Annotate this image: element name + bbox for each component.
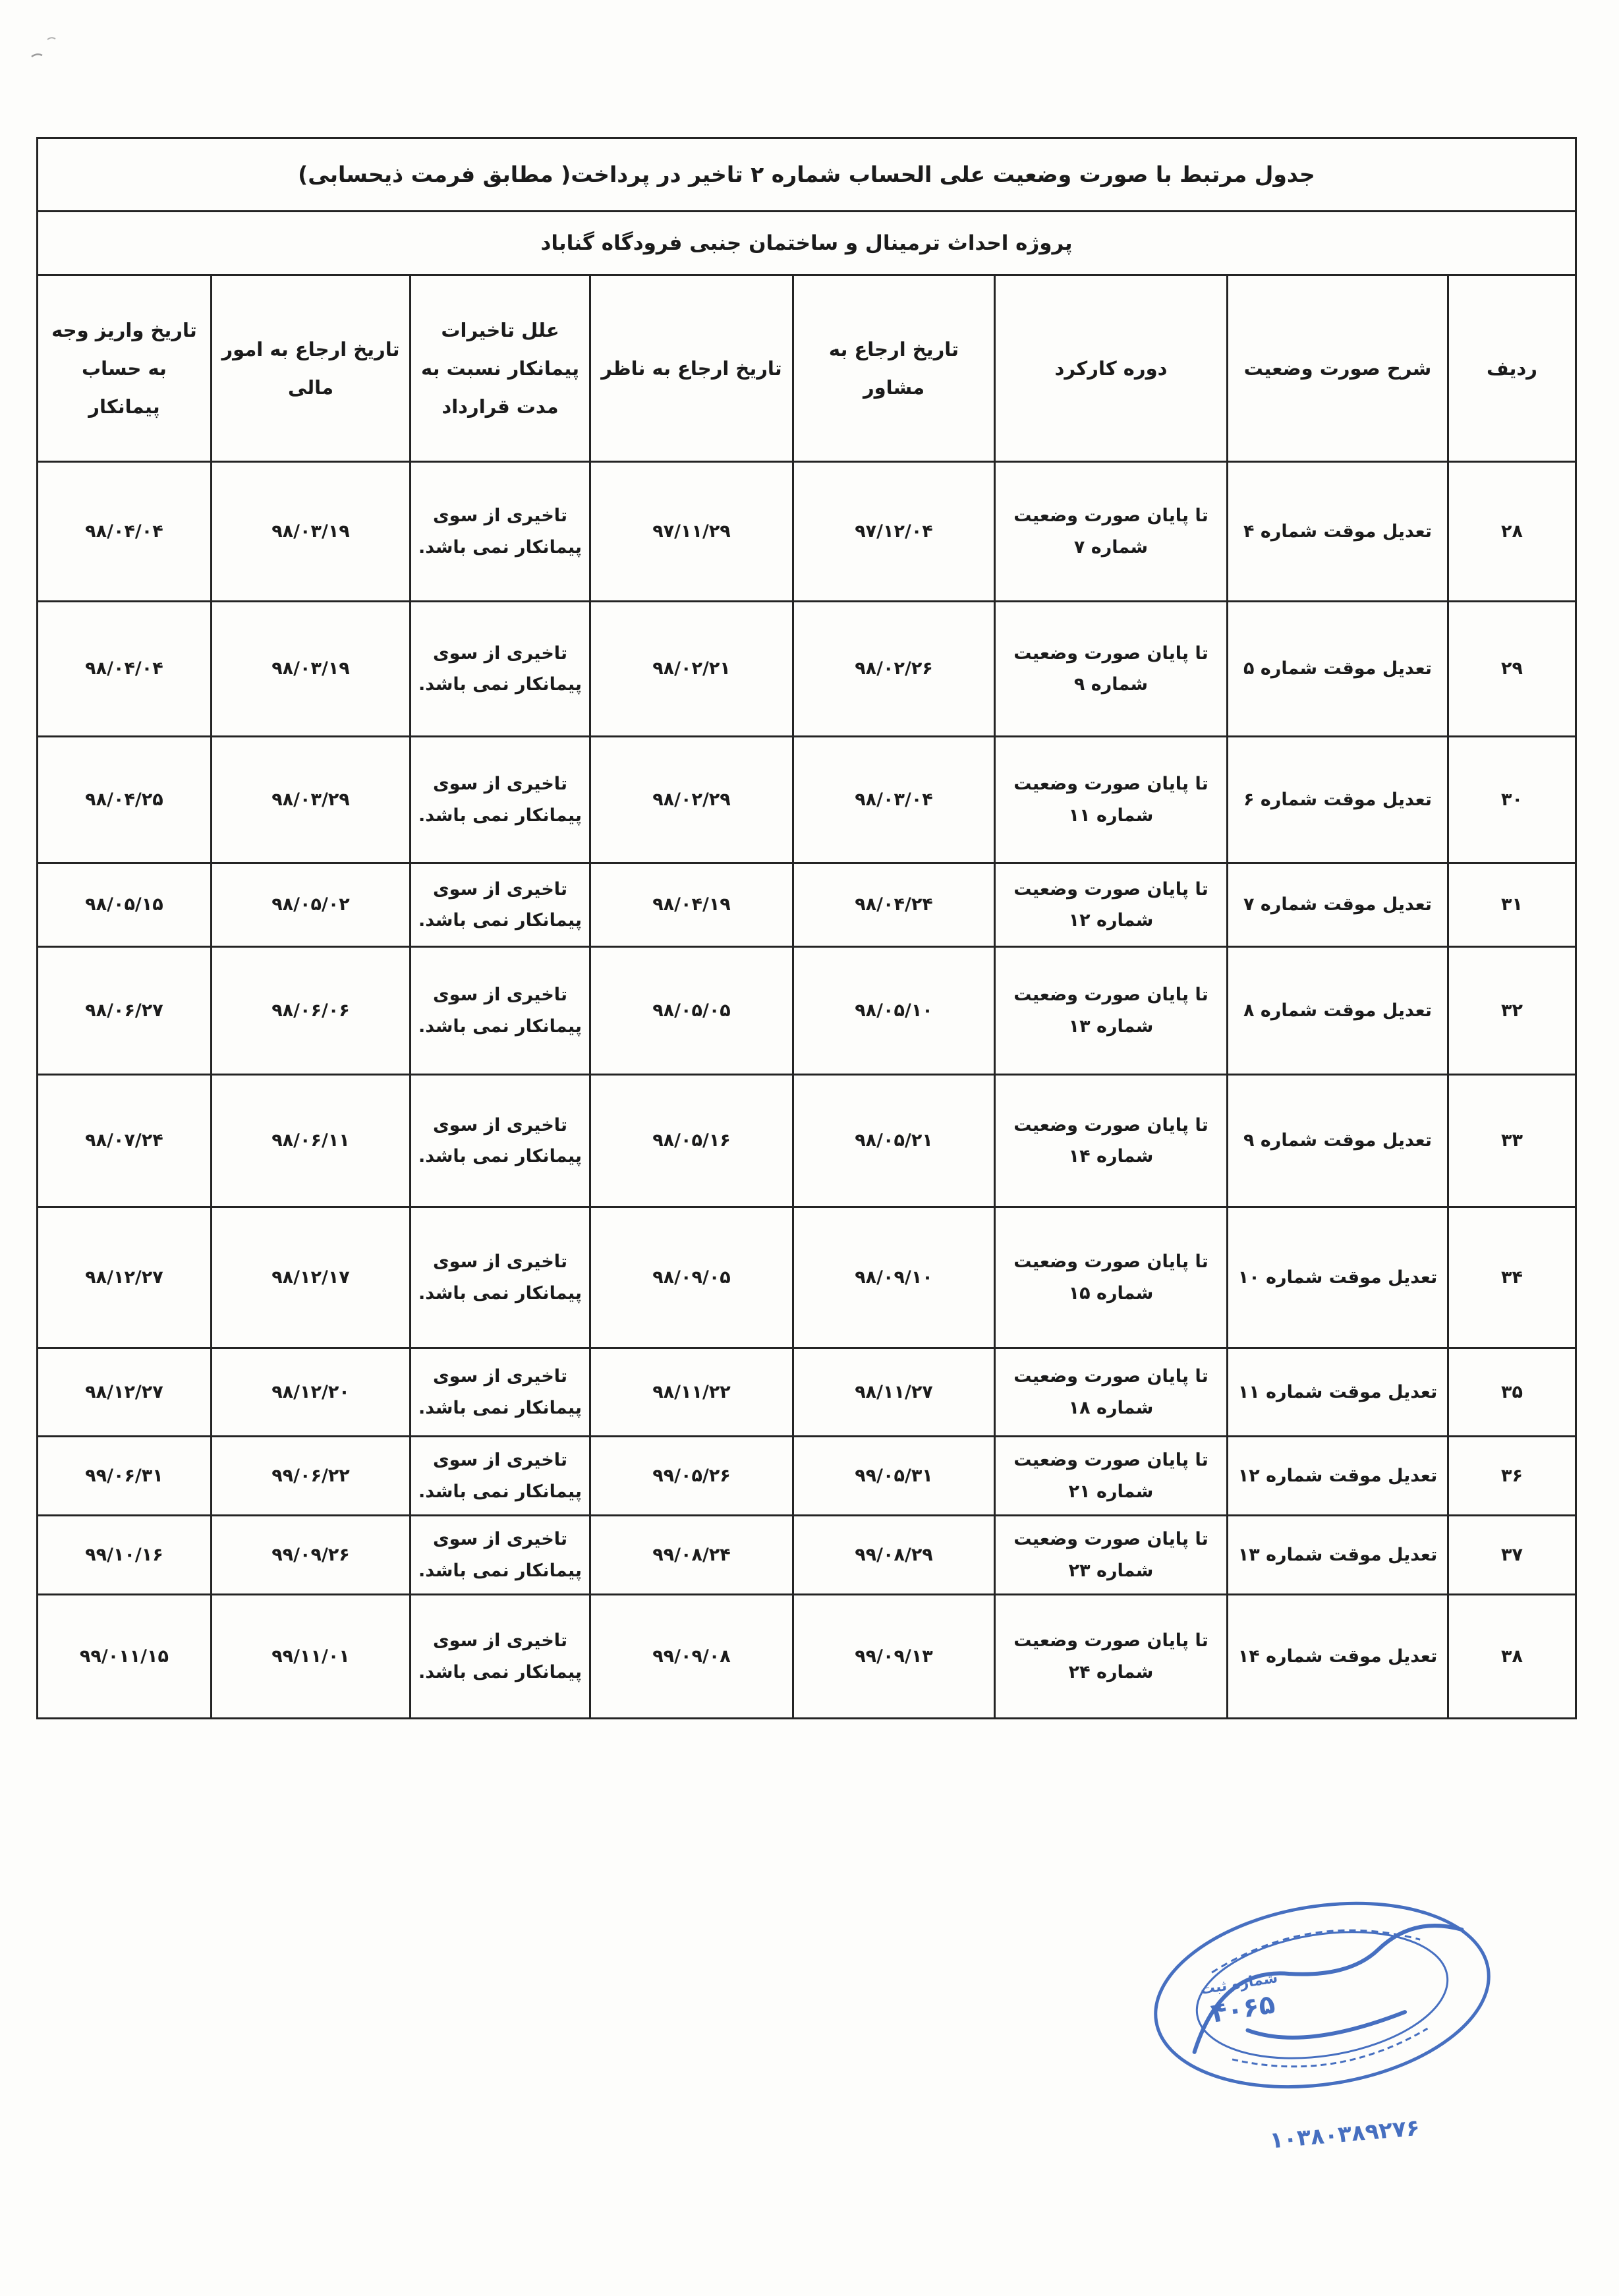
header-dore: دوره کارکرد bbox=[995, 275, 1228, 462]
cell-sharh: تعدیل موقت شماره ۷ bbox=[1228, 863, 1448, 947]
cell-elal: تاخیری از سوی پیمانکار نمی باشد. bbox=[411, 1595, 590, 1719]
cell-elal: تاخیری از سوی پیمانکار نمی باشد. bbox=[411, 1207, 590, 1348]
cell-dore: تا پایان صورت وضعیت شماره ۱۸ bbox=[995, 1348, 1228, 1437]
cell-radif: ۳۱ bbox=[1448, 863, 1576, 947]
cell-dore: تا پایان صورت وضعیت شماره ۱۵ bbox=[995, 1207, 1228, 1348]
table-row bbox=[37, 1207, 1576, 1348]
table-row bbox=[37, 1075, 1576, 1207]
cell-dore: تا پایان صورت وضعیت شماره ۲۱ bbox=[995, 1437, 1228, 1516]
cell-sharh: تعدیل موقت شماره ۱۰ bbox=[1228, 1207, 1448, 1348]
cell-radif: ۲۸ bbox=[1448, 462, 1576, 602]
payment-delay-table bbox=[36, 137, 1577, 1719]
cell-variz: ۹۹/۰۶/۳۱ bbox=[37, 1437, 211, 1516]
cell-elal: تاخیری از سوی پیمانکار نمی باشد. bbox=[411, 462, 590, 602]
cell-moshaver: ۹۸/۰۵/۲۱ bbox=[793, 1075, 995, 1207]
cell-radif: ۳۴ bbox=[1448, 1207, 1576, 1348]
cell-radif: ۳۶ bbox=[1448, 1437, 1576, 1516]
cell-radif: ۳۸ bbox=[1448, 1595, 1576, 1719]
cell-variz: ۹۸/۱۲/۲۷ bbox=[37, 1348, 211, 1437]
pen-mark bbox=[25, 32, 65, 71]
cell-sharh: تعدیل موقت شماره ۶ bbox=[1228, 737, 1448, 863]
cell-elal: تاخیری از سوی پیمانکار نمی باشد. bbox=[411, 602, 590, 737]
cell-elal: تاخیری از سوی پیمانکار نمی باشد. bbox=[411, 1348, 590, 1437]
stamp-registration-label: شماره ثبت bbox=[1199, 1969, 1279, 1999]
cell-variz: ۹۸/۰۷/۲۴ bbox=[37, 1075, 211, 1207]
table-subtitle-row bbox=[37, 212, 1576, 275]
cell-moshaver: ۹۷/۱۲/۰۴ bbox=[793, 462, 995, 602]
cell-elal: تاخیری از سوی پیمانکار نمی باشد. bbox=[411, 1516, 590, 1595]
project-name: پروژه احداث ترمینال و ساختمان جنبی فرودگاه گناباد bbox=[37, 212, 1576, 275]
cell-nazer: ۹۸/۰۲/۲۱ bbox=[590, 602, 793, 737]
stamp-arc-text-hint-top bbox=[1208, 1917, 1421, 1973]
signature-flourish bbox=[1181, 1920, 1475, 2055]
table-row bbox=[37, 462, 1576, 602]
cell-moshaver: ۹۸/۰۵/۱۰ bbox=[793, 947, 995, 1075]
cell-sharh: تعدیل موقت شماره ۴ bbox=[1228, 462, 1448, 602]
cell-variz: ۹۸/۰۴/۰۴ bbox=[37, 462, 211, 602]
stamp-outer-ring bbox=[1143, 1881, 1502, 2109]
header-elal: علل تاخیرات پیمانکار نسبت به مدت قرارداد bbox=[411, 275, 590, 462]
table-row bbox=[37, 1348, 1576, 1437]
cell-mali: ۹۹/۱۱/۰۱ bbox=[212, 1595, 411, 1719]
cell-variz: ۹۸/۰۵/۱۵ bbox=[37, 863, 211, 947]
cell-nazer: ۹۹/۰۹/۰۸ bbox=[590, 1595, 793, 1719]
cell-sharh: تعدیل موقت شماره ۵ bbox=[1228, 602, 1448, 737]
cell-nazer: ۹۷/۱۱/۲۹ bbox=[590, 462, 793, 602]
stamp-inner-ring bbox=[1187, 1916, 1456, 2075]
cell-nazer: ۹۸/۰۵/۱۶ bbox=[590, 1075, 793, 1207]
cell-dore: تا پایان صورت وضعیت شماره ۷ bbox=[995, 462, 1228, 602]
header-moshaver: تاریخ ارجاع به مشاور bbox=[793, 275, 995, 462]
cell-dore: تا پایان صورت وضعیت شماره ۲۳ bbox=[995, 1516, 1228, 1595]
cell-variz: ۹۸/۰۴/۲۵ bbox=[37, 737, 211, 863]
cell-nazer: ۹۸/۰۵/۰۵ bbox=[590, 947, 793, 1075]
table-title: جدول مرتبط با صورت وضعیت علی الحساب شماره ۲ تاخیر در پرداخت( مطابق فرمت ذیحسابی) bbox=[37, 138, 1576, 212]
cell-sharh: تعدیل موقت شماره ۱۳ bbox=[1228, 1516, 1448, 1595]
cell-variz: ۹۹/۰۱۱/۱۵ bbox=[37, 1595, 211, 1719]
cell-dore: تا پایان صورت وضعیت شماره ۱۱ bbox=[995, 737, 1228, 863]
cell-mali: ۹۸/۱۲/۲۰ bbox=[212, 1348, 411, 1437]
cell-mali: ۹۸/۰۳/۲۹ bbox=[212, 737, 411, 863]
cell-mali: ۹۸/۰۵/۰۲ bbox=[212, 863, 411, 947]
cell-elal: تاخیری از سوی پیمانکار نمی باشد. bbox=[411, 863, 590, 947]
cell-radif: ۳۲ bbox=[1448, 947, 1576, 1075]
stamp-serial-number: ۱۰۳۸۰۳۸۹۲۷۶ bbox=[1268, 2114, 1421, 2154]
cell-moshaver: ۹۸/۱۱/۲۷ bbox=[793, 1348, 995, 1437]
company-stamp bbox=[1107, 1837, 1545, 2198]
table-row bbox=[37, 737, 1576, 863]
cell-mali: ۹۸/۱۲/۱۷ bbox=[212, 1207, 411, 1348]
cell-moshaver: ۹۹/۰۹/۱۳ bbox=[793, 1595, 995, 1719]
cell-nazer: ۹۸/۰۴/۱۹ bbox=[590, 863, 793, 947]
cell-dore: تا پایان صورت وضعیت شماره ۱۲ bbox=[995, 863, 1228, 947]
cell-variz: ۹۸/۰۶/۲۷ bbox=[37, 947, 211, 1075]
cell-radif: ۲۹ bbox=[1448, 602, 1576, 737]
stamp-arc-text-hint-bottom bbox=[1232, 2028, 1431, 2079]
stamp-registration-number: ۴۰۶۵ bbox=[1208, 1989, 1278, 2029]
cell-moshaver: ۹۸/۰۲/۲۶ bbox=[793, 602, 995, 737]
cell-mali: ۹۹/۰۶/۲۲ bbox=[212, 1437, 411, 1516]
cell-elal: تاخیری از سوی پیمانکار نمی باشد. bbox=[411, 1437, 590, 1516]
table-row bbox=[37, 1595, 1576, 1719]
cell-elal: تاخیری از سوی پیمانکار نمی باشد. bbox=[411, 737, 590, 863]
table-row bbox=[37, 947, 1576, 1075]
cell-mali: ۹۸/۰۳/۱۹ bbox=[212, 462, 411, 602]
cell-mali: ۹۸/۰۶/۱۱ bbox=[212, 1075, 411, 1207]
cell-elal: تاخیری از سوی پیمانکار نمی باشد. bbox=[411, 1075, 590, 1207]
cell-mali: ۹۸/۰۶/۰۶ bbox=[212, 947, 411, 1075]
table-row bbox=[37, 1516, 1576, 1595]
table-header-row bbox=[37, 275, 1576, 462]
cell-sharh: تعدیل موقت شماره ۱۴ bbox=[1228, 1595, 1448, 1719]
cell-nazer: ۹۸/۰۹/۰۵ bbox=[590, 1207, 793, 1348]
header-mali: تاریخ ارجاع به امور مالی bbox=[212, 275, 411, 462]
cell-nazer: ۹۸/۱۱/۲۲ bbox=[590, 1348, 793, 1437]
cell-sharh: تعدیل موقت شماره ۸ bbox=[1228, 947, 1448, 1075]
cell-variz: ۹۸/۰۴/۰۴ bbox=[37, 602, 211, 737]
table-row bbox=[37, 863, 1576, 947]
cell-dore: تا پایان صورت وضعیت شماره ۹ bbox=[995, 602, 1228, 737]
cell-radif: ۳۳ bbox=[1448, 1075, 1576, 1207]
table-title-row bbox=[37, 138, 1576, 212]
cell-mali: ۹۸/۰۳/۱۹ bbox=[212, 602, 411, 737]
header-sharh: شرح صورت وضعیت bbox=[1228, 275, 1448, 462]
cell-dore: تا پایان صورت وضعیت شماره ۱۳ bbox=[995, 947, 1228, 1075]
cell-sharh: تعدیل موقت شماره ۱۲ bbox=[1228, 1437, 1448, 1516]
cell-nazer: ۹۸/۰۲/۲۹ bbox=[590, 737, 793, 863]
cell-nazer: ۹۹/۰۵/۲۶ bbox=[590, 1437, 793, 1516]
cell-radif: ۳۰ bbox=[1448, 737, 1576, 863]
cell-moshaver: ۹۸/۰۳/۰۴ bbox=[793, 737, 995, 863]
cell-moshaver: ۹۸/۰۴/۲۴ bbox=[793, 863, 995, 947]
cell-sharh: تعدیل موقت شماره ۹ bbox=[1228, 1075, 1448, 1207]
cell-elal: تاخیری از سوی پیمانکار نمی باشد. bbox=[411, 947, 590, 1075]
cell-moshaver: ۹۹/۰۵/۳۱ bbox=[793, 1437, 995, 1516]
cell-radif: ۳۵ bbox=[1448, 1348, 1576, 1437]
header-nazer: تاریخ ارجاع به ناظر bbox=[590, 275, 793, 462]
cell-variz: ۹۸/۱۲/۲۷ bbox=[37, 1207, 211, 1348]
cell-radif: ۳۷ bbox=[1448, 1516, 1576, 1595]
table-row bbox=[37, 602, 1576, 737]
cell-sharh: تعدیل موقت شماره ۱۱ bbox=[1228, 1348, 1448, 1437]
cell-dore: تا پایان صورت وضعیت شماره ۱۴ bbox=[995, 1075, 1228, 1207]
table-row bbox=[37, 1437, 1576, 1516]
header-variz: تاریخ واریز وجه به حساب پیمانکار bbox=[37, 275, 211, 462]
cell-moshaver: ۹۹/۰۸/۲۹ bbox=[793, 1516, 995, 1595]
cell-mali: ۹۹/۰۹/۲۶ bbox=[212, 1516, 411, 1595]
cell-dore: تا پایان صورت وضعیت شماره ۲۴ bbox=[995, 1595, 1228, 1719]
cell-nazer: ۹۹/۰۸/۲۴ bbox=[590, 1516, 793, 1595]
cell-moshaver: ۹۸/۰۹/۱۰ bbox=[793, 1207, 995, 1348]
cell-variz: ۹۹/۱۰/۱۶ bbox=[37, 1516, 211, 1595]
header-radif: ردیف bbox=[1448, 275, 1576, 462]
